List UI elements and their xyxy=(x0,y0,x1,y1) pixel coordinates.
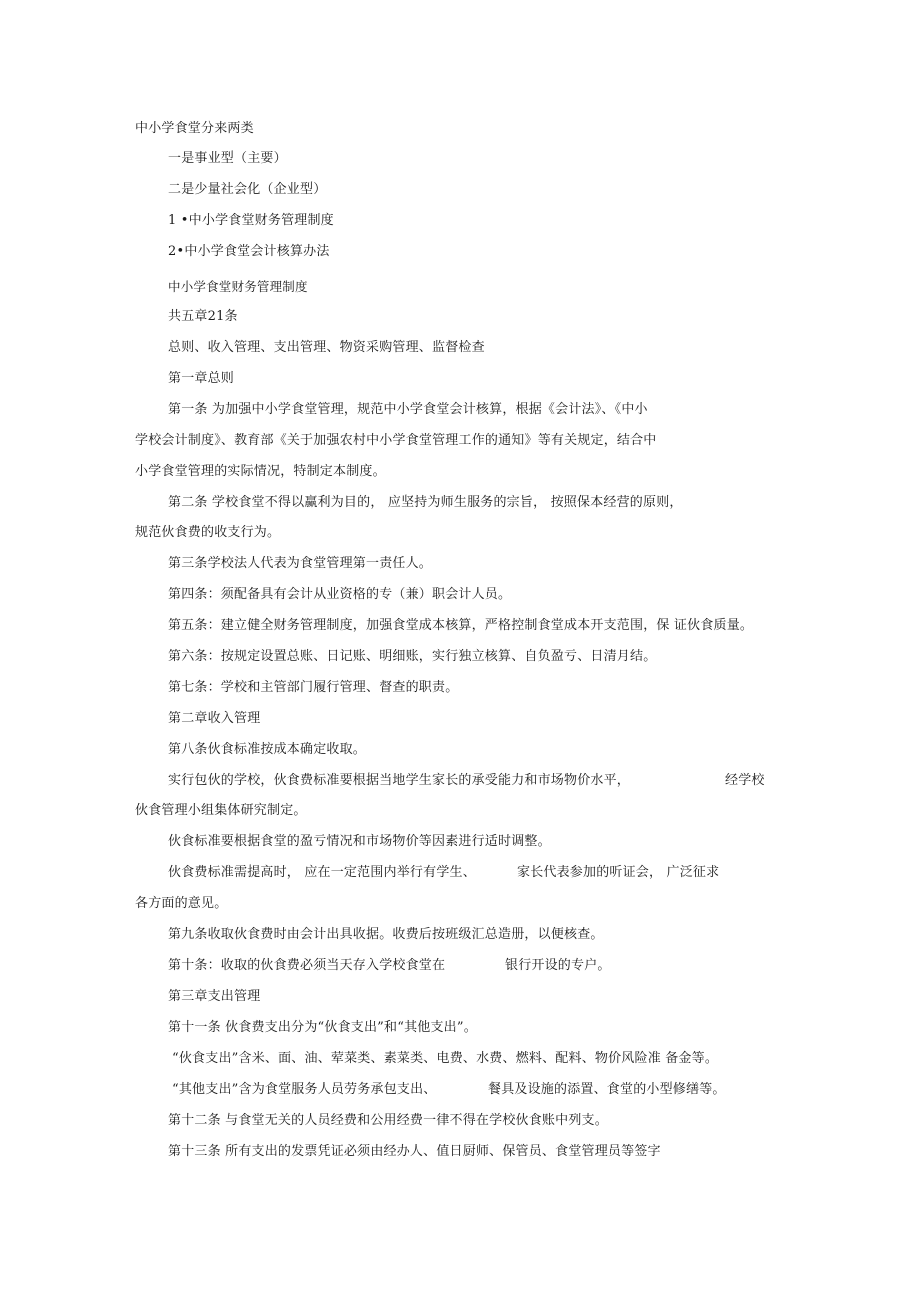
paragraph-line: 各方面的意见。 xyxy=(135,896,228,911)
paragraph-line: “伙食支出”含米、面、油、荤菜类、素菜类、电费、水费、燃料、配料、物价风险准 备金等。 xyxy=(172,1051,719,1066)
paragraph-line: 第十条：收取的伙食费必须当天存入学校食堂在 xyxy=(168,958,446,973)
chapter-heading: 第三章支出管理 xyxy=(168,989,261,1004)
paragraph-line: 小学食堂管理的实际情况，特制定本制度。 xyxy=(135,464,386,479)
text-line: 一是事业型（主要） xyxy=(168,151,287,166)
paragraph-line: 银行开设的专户。 xyxy=(505,958,611,973)
chapter-heading: 第一章总则 xyxy=(168,371,235,386)
paragraph-line: 伙食费标准需提高时， 应在一定范围内举行有学生、 xyxy=(168,865,476,880)
paragraph-line: 实行包伙的学校，伙食费标准要根据当地学生家长的承受能力和市场物价水平， xyxy=(168,773,631,788)
paragraph-line: 第十三条 所有支出的发票凭证必须由经办人、值日厨师、保管员、食堂管理员等签字 xyxy=(168,1144,661,1159)
paragraph-line: 第八条伙食标准按成本确定收取。 xyxy=(168,742,367,757)
text-line: 总则、收入管理、支出管理、物资采购管理、监督检查 xyxy=(168,340,485,355)
paragraph-line: 第十二条 与食堂无关的人员经费和公用经费一律不得在学校伙食账中列支。 xyxy=(168,1113,608,1128)
paragraph-line: 经学校 xyxy=(725,773,765,788)
paragraph-line: 伙食管理小组集体研究制定。 xyxy=(135,803,307,818)
list-item: 1 •中小学食堂财务管理制度 xyxy=(168,213,334,228)
paragraph-line: 第二条 学校食堂不得以赢利为目的， 应坚持为师生服务的宗旨， 按照保本经营的原则， xyxy=(168,495,683,510)
paragraph-line: 餐具及设施的添置、食堂的小型修缮等。 xyxy=(488,1082,726,1097)
paragraph-line: 第四条：须配备具有会计从业资格的专（兼）职会计人员。 xyxy=(168,587,512,602)
paragraph-line: 第七条：学校和主管部门履行管理、督查的职责。 xyxy=(168,680,459,695)
paragraph-line: 家长代表参加的听证会， 广泛征求 xyxy=(517,865,720,880)
text-line: 共五章21条 xyxy=(168,309,238,324)
text-line: 二是少量社会化（企业型） xyxy=(168,182,327,197)
text-line: 中小学食堂分来两类 xyxy=(135,121,254,136)
chapter-heading: 第二章收入管理 xyxy=(168,711,261,726)
paragraph-line: 第五条：建立健全财务管理制度，加强食堂成本核算，严格控制食堂成本开支范围，保 证伙食质量。 xyxy=(168,618,754,633)
paragraph-line: 第一条 为加强中小学食堂管理，规范中小学食堂会计核算，根据《会计法》、《中小 xyxy=(168,402,648,417)
paragraph-line: 学校会计制度》、教育部《关于加强农村中小学食堂管理工作的通知》等有关规定，结合中 xyxy=(135,433,657,448)
document-title: 中小学食堂财务管理制度 xyxy=(168,279,308,294)
paragraph-line: 规范伙食费的收支行为。 xyxy=(135,525,281,540)
paragraph-line: “其他支出”含为食堂服务人员劳务承包支出、 xyxy=(172,1082,437,1097)
paragraph-line: 第十一条 伙食费支出分为“伙食支出”和“其他支出”。 xyxy=(168,1020,477,1035)
paragraph-line: 伙食标准要根据食堂的盈亏情况和市场物价等因素进行适时调整。 xyxy=(168,834,551,849)
paragraph-line: 第九条收取伙食费时由会计出具收据。收费后按班级汇总造册，以便核查。 xyxy=(168,927,604,942)
paragraph-line: 第三条学校法人代表为食堂管理第一责任人。 xyxy=(168,556,433,571)
list-item: 2•中小学食堂会计核算办法 xyxy=(168,244,330,259)
paragraph-line: 第六条：按规定设置总账、日记账、明细账，实行独立核算、自负盈亏、日清月结。 xyxy=(168,649,657,664)
